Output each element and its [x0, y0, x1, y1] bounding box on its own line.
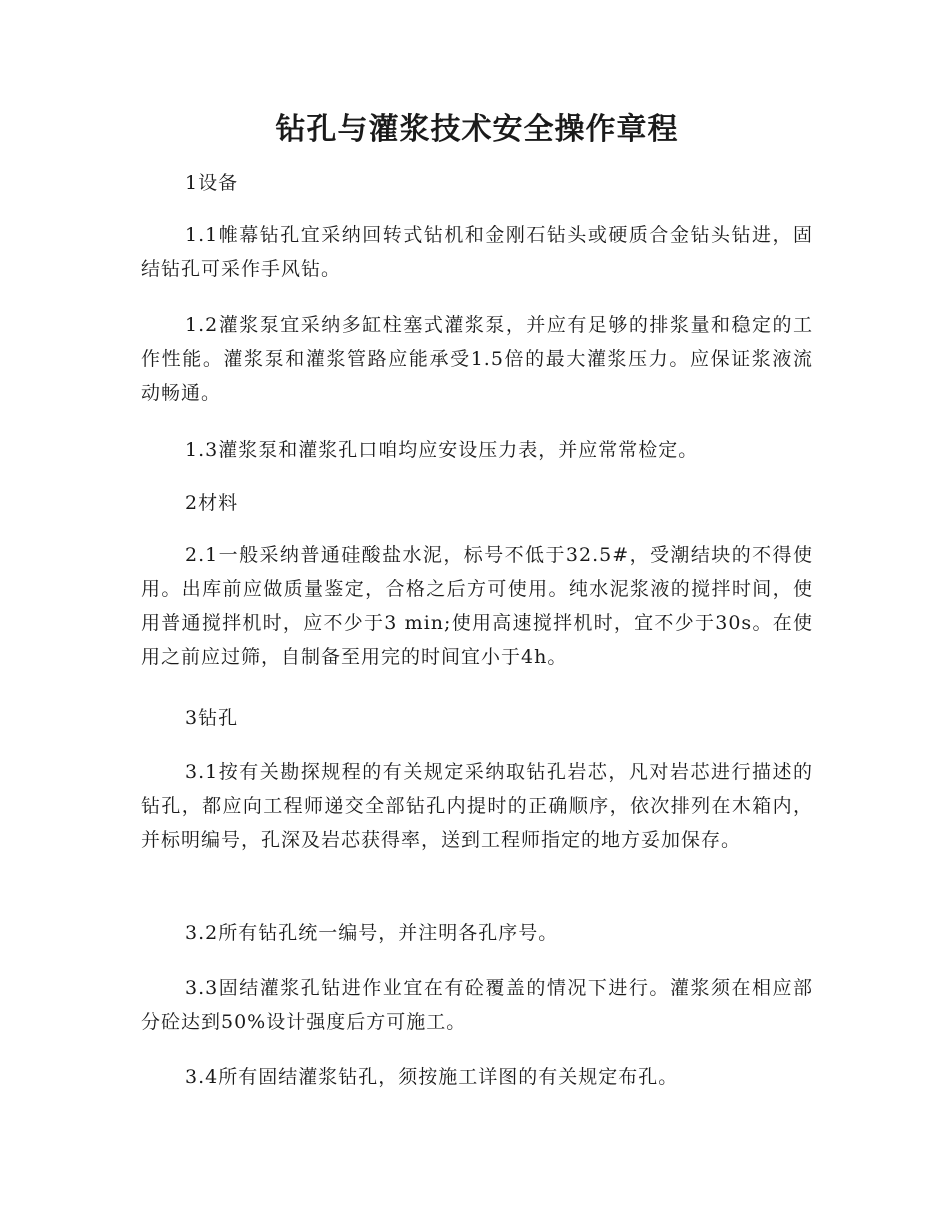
- section-heading-equipment: 1设备: [185, 172, 239, 194]
- section-heading-drilling: 3钻孔: [185, 707, 239, 729]
- paragraph-3-3: 3.3固结灌浆孔钻进作业宜在有砼覆盖的情况下进行。灌浆须在相应部分砼达到50%设计强度后方可施工。: [141, 977, 813, 1033]
- paragraph-1-2: 1.2灌浆泵宜采纳多缸柱塞式灌浆泵，并应有足够的排浆量和稳定的工作性能。灌浆泵和灌浆管路应能承受1.5倍的最大灌浆压力。应保证浆液流动畅通。: [141, 314, 813, 404]
- paragraph-1-1: 1.1帷幕钻孔宜采纳回转式钻机和金刚石钻头或硬质合金钻头钻进，固结钻孔可采作手风钻。: [141, 224, 813, 280]
- section-heading-materials: 2材料: [185, 492, 239, 514]
- paragraph-2-1: 2.1一般采纳普通硅酸盐水泥，标号不低于32.5#，受潮结块的不得使用。出库前应做质量鉴定，合格之后方可使用。纯水泥浆液的搅拌时间，使用普通搅拌机时，应不少于3 min;使用高速搅拌机时，宜不少于30s。在使用之前应过筛，自制备至用完的时间宜小于4h。: [141, 544, 813, 668]
- paragraph-1-3: 1.3灌浆泵和灌浆孔口咱均应安设压力表，并应常常检定。: [185, 439, 699, 461]
- document-title: 钻孔与灌浆技术安全操作章程: [275, 112, 679, 147]
- paragraph-3-4: 3.4所有固结灌浆钻孔，须按施工详图的有关规定布孔。: [185, 1066, 679, 1088]
- paragraph-3-1: 3.1按有关勘探规程的有关规定采纳取钻孔岩芯，凡对岩芯进行描述的钻孔，都应向工程师递交全部钻孔内提时的正确顺序，依次排列在木箱内，并标明编号，孔深及岩芯获得率，送到工程师指定的地方妥加保存。: [141, 761, 813, 851]
- paragraph-3-2: 3.2所有钻孔统一编号，并注明各孔序号。: [185, 922, 559, 944]
